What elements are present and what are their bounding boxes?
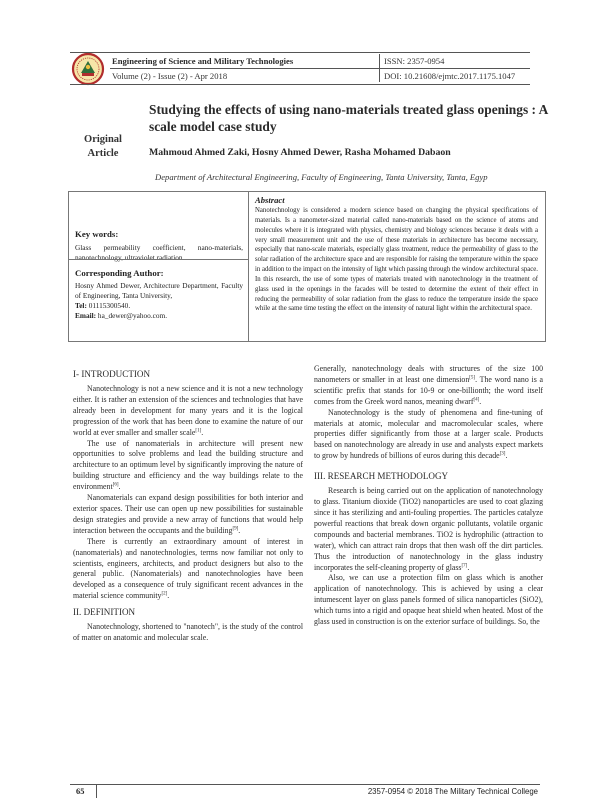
corresponding-author-text (75, 281, 243, 321)
left-column (73, 364, 303, 644)
email-value: ha_dewer@yahoo.com. (96, 311, 168, 320)
journal-logo-seal (70, 52, 106, 86)
corresponding-author-heading: Corresponding Author: (75, 268, 164, 278)
paragraph: Nanomaterials can expand design possibilities for both interior and exterior spaces. Their use can open up new possibilities for sustainable design strategies and provide a new array of functions that would help interaction between the occupants and the building[9]. (73, 493, 303, 535)
affiliation: Department of Architectural Engineering, Faculty of Engineering, Tanta University, Tanta, Egyp (155, 172, 488, 182)
paragraph: Nanotechnology is not a new science and it is not a new technology either. It is rather an extension of the sciences and technologies that have already been in development for many years and it is the logical progression of the work that has been done to examine the nature of our world at ever smaller and smaller scale[1]. (73, 384, 303, 437)
right-column (314, 364, 543, 628)
paragraph: Nanotechnology is the study of phenomena and fine-tuning of materials at atomic, molecular and macromolecular scales, where properties differ significantly from those at a larger scale. Products based on nanotechnology are already in use and analysts expect markets to grow by hundreds of billions of euros during this decade[3]. (314, 407, 543, 461)
tel-value: 01115300540. (86, 301, 131, 310)
header-middle-rule (110, 68, 530, 69)
footer-divider (96, 784, 97, 798)
article-type: Original Article (84, 134, 122, 159)
keywords-heading: Key words: (75, 229, 119, 239)
paragraph: Generally, nanotechnology deals with structures of the size 100 nanometers or smaller in at least one dimension[5]. The word nano is a scientific prefix that stands for 10-9 or one-billionth; the word itself comes from the Greek word nanos, meaning dwarf[4]. (314, 364, 543, 406)
abstract-heading: Abstract (255, 195, 285, 205)
footer-rule (70, 784, 540, 785)
paragraph: There is currently an extraordinary amount of interest in (nanomaterials) and nanotechnologies, terms now familiar not only to scientists, engineers, architects, and product designers but also to the general public. (Nanomaterials) and nanotechnologies have been developed as a consequence of truly significant recent advances in the material science community[2]. (73, 536, 303, 601)
volume-issue: Volume (2) - Issue (2) - Apr 2018 (112, 71, 228, 81)
journal-title: Engineering of Science and Military Technologies (112, 56, 294, 66)
page-footer (70, 784, 540, 798)
corresponding-author-name: Hosny Ahmed Dewer, Architecture Department, Faculty of Engineering, Tanta University, (75, 281, 243, 300)
footer-copyright: 2357-0954 © 2018 The Military Technical College (367, 787, 538, 796)
page-number: 65 (76, 787, 85, 796)
section-definition-heading: II. DEFINITION (73, 607, 136, 618)
paper-title: Studying the effects of using nano-materials treated glass openings : A scale model case study (149, 102, 548, 134)
section-introduction-heading: I- INTRODUCTION (73, 369, 151, 379)
authors: Mahmoud Ahmed Zaki, Hosny Ahmed Dewer, Rasha Mohamed Dabaon (149, 147, 451, 158)
keywords-text: Glass permeability coefficient, nano-materials, nanotechnology, ultraviolet radiation. (75, 243, 243, 262)
section-methodology-heading: III. RESEARCH METHODOLOGY (314, 471, 449, 482)
header-bottom-rule (70, 84, 530, 85)
paragraph: Research is being carried out on the application of nanotechnology to glass. Titanium dioxide (TiO2) nanoparticles are used to coat glazing since it has sterilizing and anti-fouling properties. The particles catalyze powerful reactions that break down organic pollutants, volatile organic compounds and bacterial membranes. TiO2 is hydrophilic (attraction to water), which can attract rain drops that then wash off the dirt particles. Thus the introduction of nanotechnology in the glass industry incorporates the self-cleaning property of glass[7]. (314, 486, 543, 572)
doi: DOI: 10.21608/ejmtc.2017.1175.1047 (384, 71, 516, 81)
abstract-box (68, 191, 546, 342)
header-divider (379, 54, 380, 82)
paragraph: Nanotechnology, shortened to "nanotech", is the study of the control of matter on anatomic and molecular scale. (73, 622, 303, 643)
issn: ISSN: 2357-0954 (384, 56, 445, 66)
paragraph: Also, we can use a protection film on glass which is another application of nanotechnology. This is achieved by using a clear intumescent layer on glass panels formed of silica nanoparticles (SiO2), which turns into a rigid and opaque heat shield when heated. Most of the glass used in construction is on the exterior surface of buildings. So, the (314, 573, 543, 627)
abstract-text: Nanotechnology is considered a modern science based on changing the physical specifications of materials. Is a nanometer-sized material called nano-materials based on the science of atoms and molecules where it is integrated with physics, chemistry and biology sciences because it deals with a very small measurement unit and the use of these materials in architecture has become necessary, especially that nano-scale materials, especially glass treatment, reduce the permeability of glass to the solar radiation of the architecture space and are responsible for raising the temperature within the space in addition to the impact on the intensity of light which passing through the window architectural space. In this research, the use of some types of materials treated with nanotechnology in the treatment of glass used in the openings in the facades will be tested to determine the extent of their effect in reducing the permeability of solar radiation from the glass to reduce the temperature inside the space while at the same time testing the effect on the intensity of natural light within the architectural space. (255, 207, 538, 313)
paragraph: The use of nanomaterials in architecture will present new opportunities to solve problems and lead the building structure and architecture to an optimum level by significantly improving the nature of building structure and efficiency and the way buildings relate to the environment[6]. (73, 438, 303, 492)
abstract-box-divider (248, 192, 249, 341)
keywords-rule (69, 259, 248, 260)
journal-header (70, 52, 530, 84)
email-label: Email: (75, 311, 97, 320)
tel-label: Tel: (75, 301, 87, 310)
header-top-rule (70, 52, 530, 53)
